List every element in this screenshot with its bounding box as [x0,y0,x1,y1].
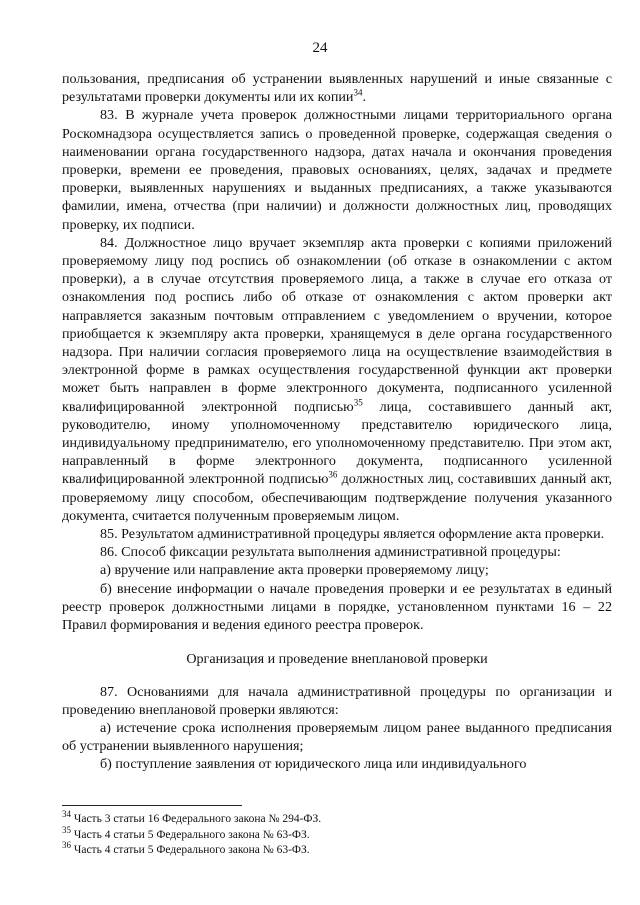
paragraph-continuation: пользования, предписания об устранении выявленных нарушений и иные связанные с результатами проверки документы или их копии$^{34}$. [62,71,612,106]
list-item-b: б) внесение информации о начале проведения проверки и ее результатах в единый реестр проверок должностными лицами в порядке, установленном пунктами 16 – 22 Правил формирования и ведения единого реестра проверок. [62,580,612,634]
paragraph-87: 87. Основаниями для начала административной процедуры по организации и проведению внеплановой проверки являются: [62,683,612,718]
list-item-a: а) вручение или направление акта проверки проверяемому лицу; [100,562,489,579]
section-heading: Организация и проведение внеплановой проверки [186,651,488,668]
footnote-ref-34: 34 [353,87,363,98]
paragraph-86: 86. Способ фиксации результата выполнения административной процедуры: [100,544,561,561]
list-item-a-87: а) истечение срока исполнения проверяемым лицом ранее выданного предписания об устранении выявленного нарушения; [62,719,612,755]
footnotes [62,809,612,859]
footnote-ref-35: 35 [353,396,363,407]
footnote-35: $^{35}$ Часть 4 статьи 5 Федерального закона № 63-ФЗ. [62,824,310,841]
footnote-divider [62,805,242,806]
footnote-ref-36: 36 [328,469,338,480]
page-number: 24 [312,40,328,56]
list-item-b-87: б) поступление заявления от юридического лица или индивидуального [100,756,527,773]
footnote-36: $^{36}$ Часть 4 статьи 5 Федерального закона № 63-ФЗ. [62,840,310,856]
paragraph-84: 84. Должностное лицо вручает экземпляр акта проверки с копиями приложений проверяемому лицу под роспись об ознакомлении (об отказе в ознакомлении с актом проверки), а в случае отсутствия проверяемого лица, а также в случае его отказа от ознакомления под роспись либо об отказе от ознакомления с актом проверки акт направляется заказным почтовым отправлением с уведомлением о вручении, которое приобщается к экземпляру акта проверки, хранящемуся в деле органа государственного надзора. При наличии согласия проверяемого лица на осуществление взаимодействия в электронной форме в рамках осуществления государственной функции акт проверки может быть направлен в форме электронного документа, подписанного усиленной квалифицированной электронной подписью$^{35}$ лица, составившего данный акт, руководителю, иному уполномоченному представителю юридического лица, индивидуальному предпринимателю, его уполномоченному представителю. При этом акт, направленный в форме электронного документа, подписанного усиленной квалифицированной электронной подписью$^{36}$ должностных лиц, составивших данный акт, проверяемому лицу способом, обеспечивающим подтверждение получения указанного документа, считается полученным проверяемым лицом. [62,234,612,524]
paragraph-83: 83. В журнале учета проверок должностными лицами территориального органа Роскомнадзора осуществляется запись о проведенной проверке, содержащая сведения о наименовании органа государственного надзора, датах начала и окончания проведения проверки, времени ее проведения, правовых основаниях, целях, задачах и предмете проверки, выявленных нарушениях и выданных предписаниях, а также указываются фамилии, имена, отчества (при наличии) и должности должностных лиц, проводящих проверку, их подписи. [62,107,612,233]
paragraph-85: 85. Результатом административной процедуры является оформление акта проверки. [100,526,605,543]
body-text [62,70,612,774]
footnote-34: $^{34}$ Часть 3 статьи 16 Федерального закона № 294-ФЗ. [62,809,322,825]
